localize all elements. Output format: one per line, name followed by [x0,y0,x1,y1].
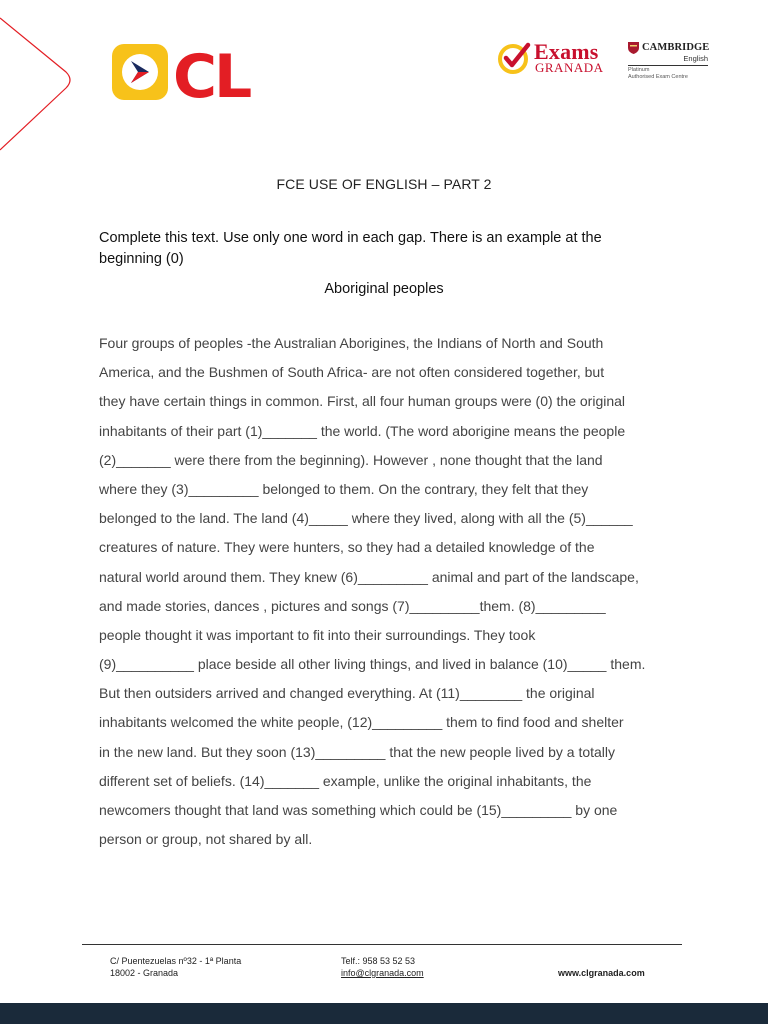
footer-divider [82,944,682,945]
footer-bar [0,1003,768,1024]
passage-line: where they (3)_________ belonged to them. On the contrary, they felt that they [99,480,589,497]
cambridge-logo [628,42,710,84]
cambridge-shield-icon [628,42,639,54]
passage-line: belonged to the land. The land (4)_____ where they lived, along with all the (5)______ [99,510,633,527]
document-title: FCE USE OF ENGLISH – PART 2 [276,176,492,192]
passage-line: (2)_______ were there from the beginning). However , none thought that the land [99,451,603,468]
corner-decoration [0,0,80,160]
passage-line: newcomers thought that land was something which could be (15)_________ by one [99,802,618,818]
passage-line: person or group, not shared by all. [99,831,313,848]
passage-line: natural world around them. They knew (6)_________ animal and part of the landscape, [99,568,639,585]
passage-line: they have certain things in common. First, all four human groups were (0) the original [99,393,626,410]
passage-line: (9)__________ place beside all other living things, and lived in balance (10)_____ them. [99,656,646,673]
passage-line: America, and the Bushmen of South Africa- are not often considered together, but [99,364,605,381]
passage-line: creatures of nature. They were hunters, so they had a detailed knowledge of the [99,539,595,556]
footer-address-line1: C/ Puentezuelas nº32 - 1ª Planta [110,956,242,966]
passage-line: different set of beliefs. (14)_______ example, unlike the original inhabitants, the [99,772,592,789]
passage-text [99,333,679,858]
passage-line: in the new land. But they soon (13)_________ that the new people lived by a totally [99,743,616,760]
exams-granada-logo [497,40,615,76]
cambridge-authorised: Authorised Exam Centre [628,74,688,80]
instructions: Complete this text. Use only one word in each gap. There is an example at the beginning (0) [99,230,602,267]
passage-line: inhabitants welcomed the white people, (12)_________ them to find food and shelter [99,714,624,731]
cl-logo-text: CL [173,43,250,101]
checkmark-icon [497,40,533,76]
footer-website[interactable]: www.clgranada.com [558,968,645,978]
passage-line: Four groups of peoples -the Australian Aborigines, the Indians of North and South [99,335,604,351]
passage-line: people thought it was important to fit into their surroundings. They took [99,626,536,643]
cl-logo [111,43,277,101]
cambridge-platinum: Platinum [628,67,650,73]
passage-line: and made stories, dances , pictures and songs (7)_________them. (8)_________ [99,597,606,614]
footer-phone: Telf.: 958 53 52 53 [341,956,416,966]
passage-line: But then outsiders arrived and changed everything. At (11)________ the original [99,685,595,702]
passage-title: Aboriginal peoples [324,281,444,297]
cambridge-divider [628,65,708,66]
granada-word: GRANADA [535,60,604,75]
footer-email-link[interactable]: info@clgranada.com [341,968,424,978]
footer-address-line2: 18002 - Granada [110,968,179,978]
exams-word: Exams [534,39,599,64]
cambridge-name: CAMBRIDGE [642,42,710,53]
cambridge-sub: English [683,54,708,63]
passage-line: inhabitants of their part (1)_______ the world. (The word aborigine means the people [99,422,626,439]
